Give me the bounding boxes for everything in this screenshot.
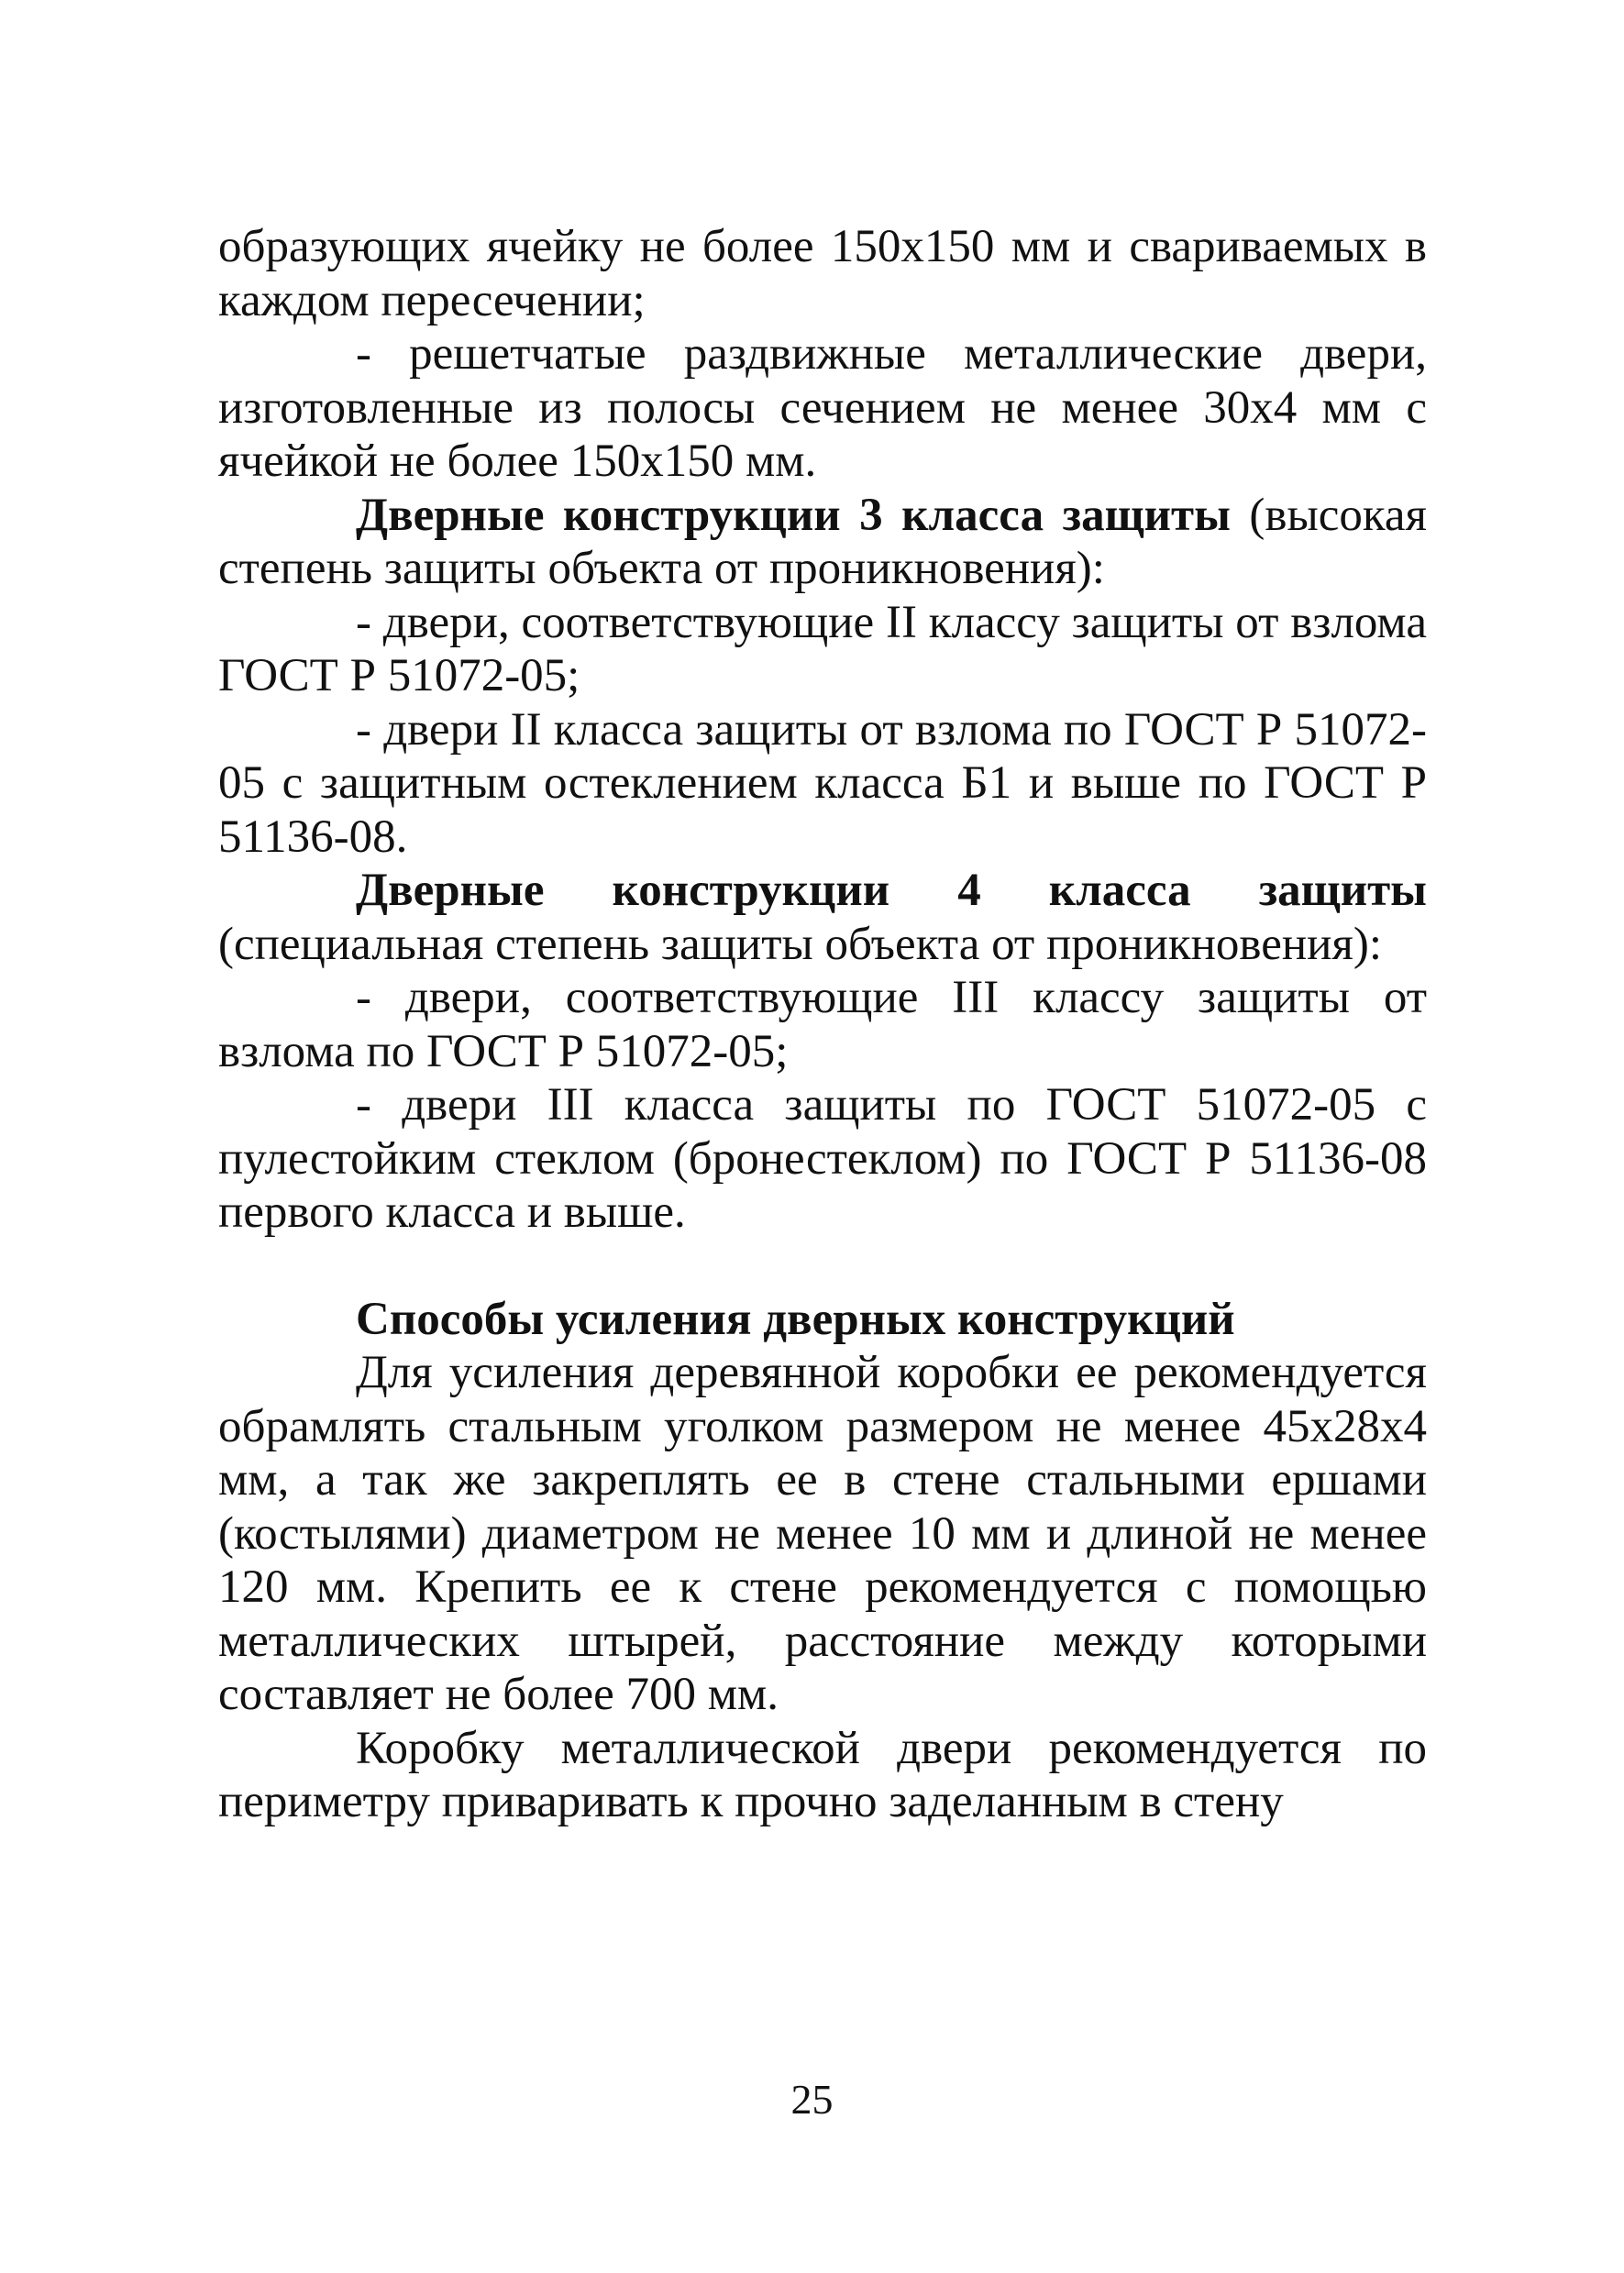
section-paragraph: Для усиления деревянной коробки ее рекомендуется обрамлять стальным уголком размером не менее 45х28х4 мм, а так же закреплять ее в стене стальными ершами (костылями) диаметром не менее 10 мм и длиной не менее 120 мм. Крепить ее к стене рекомендуется с помощью металлических штырей, расстояние между которыми составляет не более 700 мм. [218, 1347, 1427, 1720]
list-item-lattice-doors: - решетчатые раздвижные металлические двери, изготовленные из полосы сечением не менее 30х4 мм с ячейкой не более 150х150 мм. [218, 328, 1427, 487]
list-item-class-2-glazed-doors: - двери II класса защиты от взлома по ГОСТ Р 51072-05 с защитным остеклением класса Б1 и выше по ГОСТ Р 51136-08. [218, 703, 1427, 863]
page-body [218, 220, 1427, 1829]
class-3-description: (высокая степень защиты объекта от проникновения): [218, 489, 1427, 594]
class-4-description: (специальная степень защиты объекта от проникновения): [218, 918, 1383, 970]
paragraph-continuation: образующих ячейку не более 150х150 мм и свариваемых в каждом пересечении; [218, 221, 1427, 326]
class-4-heading: Дверные конструкции 4 класса защиты [356, 865, 1427, 916]
list-item-class-3-bulletproof-doors: - двери III класса защиты по ГОСТ 51072-05 с пулестойким стеклом (бронестеклом) по ГОСТ Р 51136-08 первого класса и выше. [218, 1079, 1427, 1238]
section-heading: Способы усиления дверных конструкций [356, 1293, 1235, 1345]
class-3-heading: Дверные конструкции 3 класса защиты [356, 489, 1231, 541]
class-4-paragraph [218, 864, 1427, 971]
page-number: 25 [790, 2076, 834, 2123]
list-item-class-2-doors: - двери, соответствующие II классу защиты от взлома ГОСТ Р 51072-05; [218, 596, 1427, 701]
section-paragraph: Коробку металлической двери рекомендуется по периметру приваривать к прочно заделанным в стену [218, 1722, 1427, 1827]
class-3-paragraph [218, 489, 1427, 596]
list-item-class-3-doors: - двери, соответствующие III классу защиты от взлома по ГОСТ Р 51072-05; [218, 972, 1427, 1077]
